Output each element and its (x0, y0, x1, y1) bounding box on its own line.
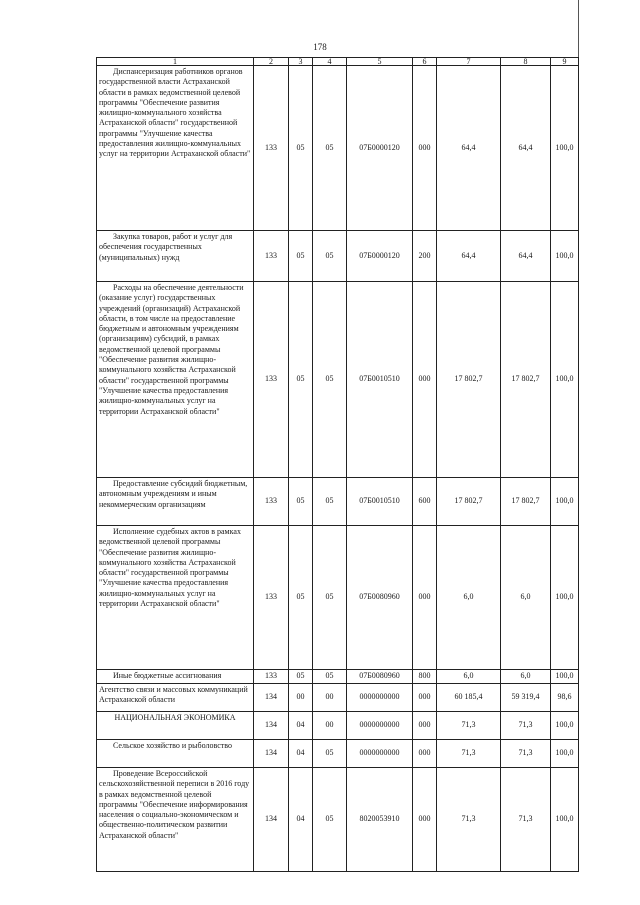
header-cell: 4 (313, 58, 347, 66)
cell-subsection: 05 (313, 670, 347, 684)
cell-subsection: 05 (313, 66, 347, 231)
cell-target-code: 07Б0080960 (347, 526, 413, 670)
row-name: Предоставление субсидий бюджетным, автономным учреждениям и иным некоммерческим организациям (97, 478, 254, 526)
table-row (97, 712, 579, 740)
cell-target-code: 07Б0010510 (347, 282, 413, 478)
cell-subsection: 05 (313, 740, 347, 768)
cell-section: 04 (289, 712, 313, 740)
row-name: Исполнение судебных актов в рамках ведомственной целевой программы "Обеспечение развития жилищно-коммунального хозяйства Астраханской области" государственной программы "Улучшение качества предоставления жилищно-коммунальных услуг на территории Астраханской области" (97, 526, 254, 670)
cell-admin-code: 133 (254, 282, 289, 478)
cell-expense-type: 200 (413, 231, 437, 282)
table-row (97, 231, 579, 282)
cell-executed: 64,4 (501, 66, 551, 231)
cell-target-code: 07Б0080960 (347, 670, 413, 684)
cell-percent: 100,0 (551, 66, 579, 231)
cell-executed: 17 802,7 (501, 282, 551, 478)
table-row (97, 526, 579, 670)
cell-percent: 100,0 (551, 768, 579, 872)
cell-admin-code: 134 (254, 768, 289, 872)
cell-planned: 60 185,4 (437, 684, 501, 712)
cell-target-code: 07Б0000120 (347, 66, 413, 231)
cell-executed: 71,3 (501, 712, 551, 740)
cell-expense-type: 800 (413, 670, 437, 684)
cell-section: 00 (289, 684, 313, 712)
header-cell: 6 (413, 58, 437, 66)
cell-expense-type: 000 (413, 282, 437, 478)
cell-expense-type: 600 (413, 478, 437, 526)
cell-percent: 100,0 (551, 478, 579, 526)
cell-section: 04 (289, 768, 313, 872)
budget-table (96, 57, 579, 872)
cell-admin-code: 133 (254, 66, 289, 231)
cell-section: 05 (289, 526, 313, 670)
cell-executed: 6,0 (501, 670, 551, 684)
row-name: Иные бюджетные ассигнования (97, 670, 254, 684)
table-row (97, 282, 579, 478)
cell-planned: 6,0 (437, 670, 501, 684)
header-cell: 2 (254, 58, 289, 66)
row-name: Закупка товаров, работ и услуг для обеспечения государственных (муниципальных) нужд (97, 231, 254, 282)
table-row (97, 66, 579, 231)
cell-section: 05 (289, 66, 313, 231)
cell-expense-type: 000 (413, 712, 437, 740)
cell-target-code: 0000000000 (347, 712, 413, 740)
cell-admin-code: 134 (254, 712, 289, 740)
cell-percent: 100,0 (551, 282, 579, 478)
cell-subsection: 05 (313, 768, 347, 872)
header-cell: 9 (551, 58, 579, 66)
cell-section: 05 (289, 231, 313, 282)
cell-executed: 64,4 (501, 231, 551, 282)
cell-planned: 17 802,7 (437, 478, 501, 526)
table-row (97, 684, 579, 712)
cell-percent: 100,0 (551, 670, 579, 684)
cell-section: 05 (289, 478, 313, 526)
header-cell: 7 (437, 58, 501, 66)
cell-subsection: 05 (313, 282, 347, 478)
cell-admin-code: 133 (254, 478, 289, 526)
row-name: НАЦИОНАЛЬНАЯ ЭКОНОМИКА (97, 712, 254, 740)
cell-subsection: 00 (313, 684, 347, 712)
cell-percent: 100,0 (551, 712, 579, 740)
table-row (97, 768, 579, 872)
page-number: 178 (313, 42, 327, 52)
cell-subsection: 05 (313, 526, 347, 670)
cell-target-code: 0000000000 (347, 684, 413, 712)
cell-subsection: 05 (313, 231, 347, 282)
cell-executed: 17 802,7 (501, 478, 551, 526)
cell-executed: 71,3 (501, 740, 551, 768)
table-row (97, 740, 579, 768)
cell-admin-code: 134 (254, 684, 289, 712)
cell-expense-type: 000 (413, 66, 437, 231)
table-row (97, 670, 579, 684)
cell-target-code: 07Б0000120 (347, 231, 413, 282)
cell-percent: 98,6 (551, 684, 579, 712)
cell-subsection: 05 (313, 478, 347, 526)
cell-planned: 71,3 (437, 740, 501, 768)
cell-planned: 71,3 (437, 712, 501, 740)
cell-admin-code: 134 (254, 740, 289, 768)
cell-percent: 100,0 (551, 740, 579, 768)
cell-section: 05 (289, 282, 313, 478)
row-name: Проведение Всероссийской сельскохозяйственной переписи в 2016 году в рамках ведомственной целевой программы "Обеспечение информирования населения о социально-экономическом и общественно-политическом развитии Астраханской области" (97, 768, 254, 872)
cell-executed: 71,3 (501, 768, 551, 872)
cell-section: 04 (289, 740, 313, 768)
row-name: Расходы на обеспечение деятельности (оказание услуг) государственных учреждений (организаций) Астраханской области, в том числе на предоставление бюджетным и автономным учреждениям (организациям) субсидий, в рамках ведомственной целевой программы "Обеспечение развития жилищно-коммунального хозяйства Астраханской области" государственной программы "Улучшение качества предоставления жилищно-коммунальных услуг на территории Астраханской области" (97, 282, 254, 478)
cell-planned: 6,0 (437, 526, 501, 670)
cell-admin-code: 133 (254, 231, 289, 282)
cell-section: 05 (289, 670, 313, 684)
header-cell: 1 (97, 58, 254, 66)
cell-admin-code: 133 (254, 526, 289, 670)
cell-target-code: 0000000000 (347, 740, 413, 768)
row-name: Сельское хозяйство и рыболовство (97, 740, 254, 768)
cell-planned: 64,4 (437, 66, 501, 231)
row-name: Диспансеризация работников органов государственной власти Астраханской области в рамках ведомственной целевой программы "Обеспечение развития жилищно-коммунального хозяйства Астраханской области" государственной программы "Улучшение качества предоставления жилищно-коммунальных услуг на территории Астраханской области" (97, 66, 254, 231)
cell-planned: 64,4 (437, 231, 501, 282)
row-name: Агентство связи и массовых коммуникаций Астраханской области (97, 684, 254, 712)
cell-subsection: 00 (313, 712, 347, 740)
cell-target-code: 8020053910 (347, 768, 413, 872)
cell-executed: 59 319,4 (501, 684, 551, 712)
cell-percent: 100,0 (551, 526, 579, 670)
cell-expense-type: 000 (413, 526, 437, 670)
cell-admin-code: 133 (254, 670, 289, 684)
cell-expense-type: 000 (413, 768, 437, 872)
cell-target-code: 07Б0010510 (347, 478, 413, 526)
cell-expense-type: 000 (413, 740, 437, 768)
header-cell: 8 (501, 58, 551, 66)
cell-executed: 6,0 (501, 526, 551, 670)
cell-planned: 17 802,7 (437, 282, 501, 478)
header-cell: 3 (289, 58, 313, 66)
header-cell: 5 (347, 58, 413, 66)
cell-expense-type: 000 (413, 684, 437, 712)
cell-planned: 71,3 (437, 768, 501, 872)
cell-percent: 100,0 (551, 231, 579, 282)
table-row (97, 478, 579, 526)
table-header-row (97, 58, 579, 66)
